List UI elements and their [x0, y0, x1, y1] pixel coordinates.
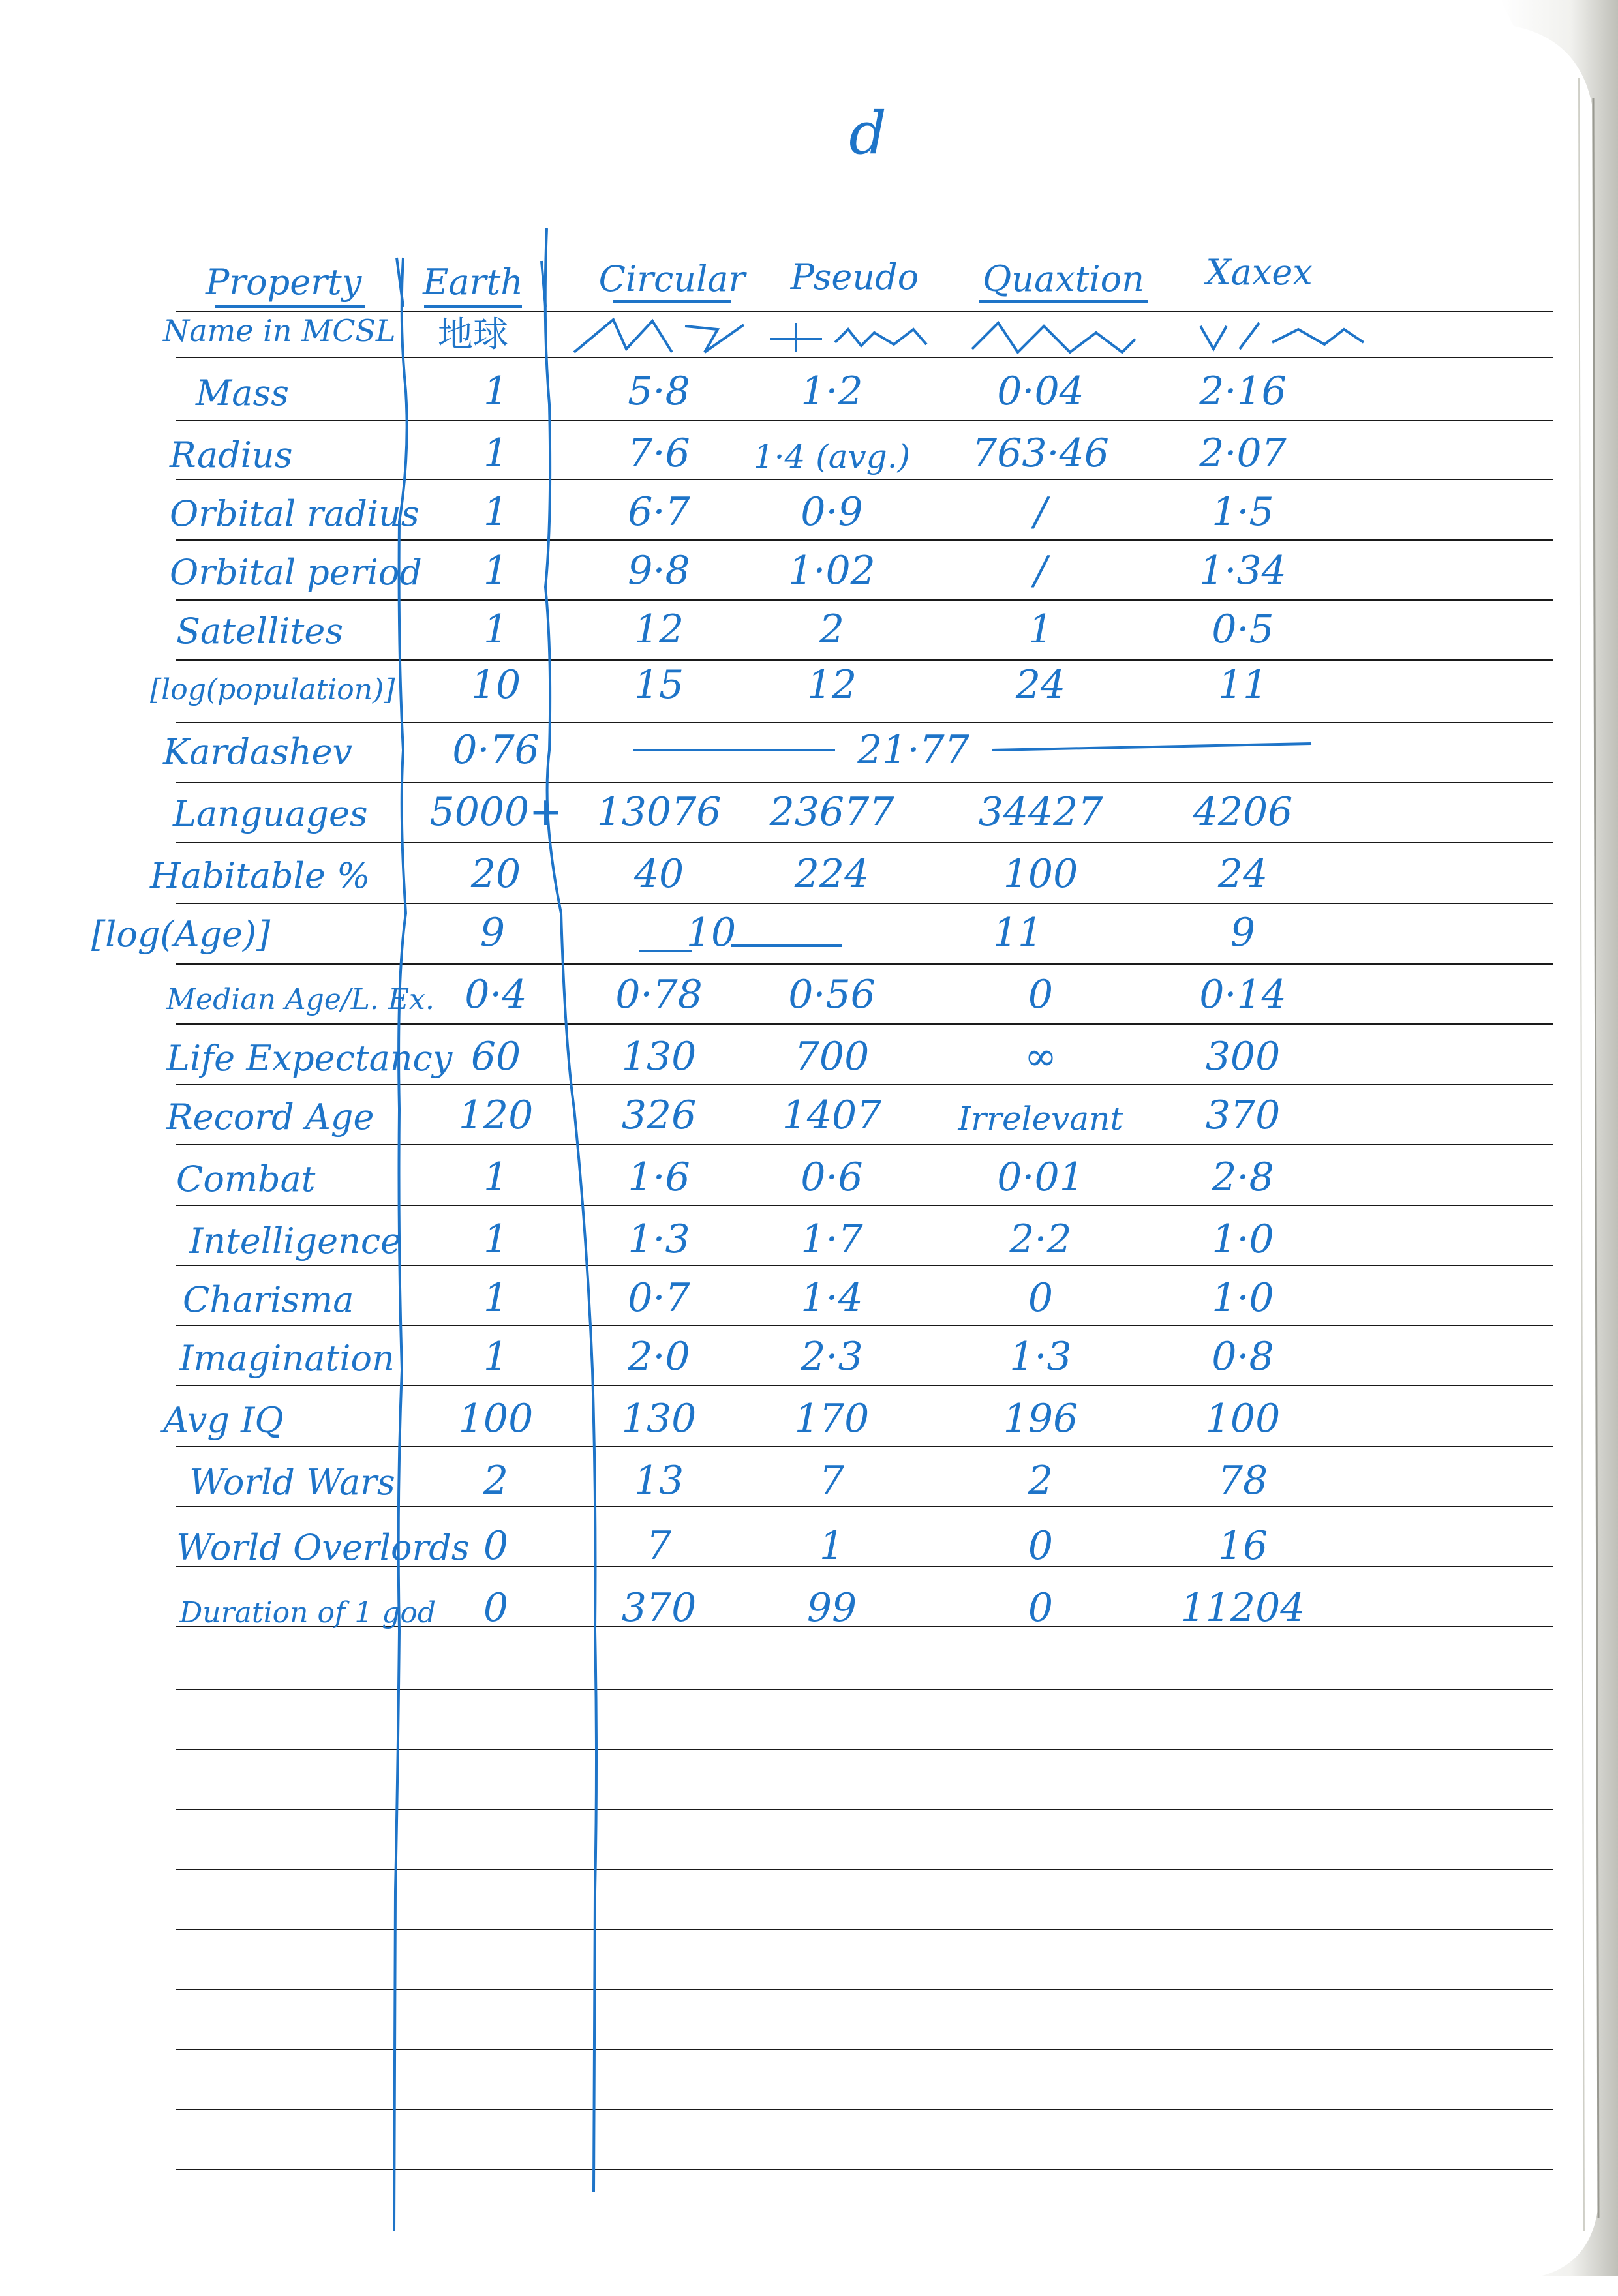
row-label: World Overlords: [176, 1527, 470, 1568]
row-label: Orbital period: [170, 552, 422, 593]
table-cell: 21·77: [857, 727, 969, 773]
table-cell: 170: [794, 1396, 870, 1442]
table-cell: 1·5: [1212, 489, 1274, 535]
table-cell: 16: [1217, 1523, 1268, 1569]
table-cell: 326: [621, 1093, 697, 1138]
property-label: Property: [206, 262, 362, 303]
table-cell: 1: [483, 1275, 509, 1321]
table-cell: 11: [992, 910, 1043, 956]
table-cell: 1: [1028, 607, 1054, 652]
table-cell: 2·8: [1212, 1155, 1274, 1200]
row-label: Kardashev: [163, 731, 353, 772]
row-label: Intelligence: [189, 1220, 402, 1261]
row-label: Satellites: [176, 611, 344, 652]
table-cell: /: [1033, 489, 1048, 535]
table-cell: 0·76: [452, 727, 540, 773]
table-cell: 9·8: [628, 548, 690, 594]
row-label: Mass: [196, 372, 289, 414]
table-cell: 1·34: [1199, 548, 1287, 594]
table-cell: 0·14: [1199, 972, 1287, 1018]
table-cell: 1: [483, 369, 509, 414]
table-cell: 34427: [978, 789, 1103, 835]
table-cell: 0: [1028, 1523, 1054, 1569]
table-cell: 120: [458, 1093, 534, 1138]
table-cell: 15: [633, 662, 684, 708]
table-cell: 0: [1028, 1585, 1054, 1631]
table-cell: 5000+: [429, 789, 562, 835]
row-label: Orbital radius: [170, 493, 420, 534]
mcsl-earth: 地球: [438, 314, 508, 355]
table-cell: 1·02: [788, 548, 876, 594]
table-cell: 2·2: [1009, 1216, 1072, 1262]
table-cell: 370: [621, 1585, 697, 1631]
table-cell: 10: [470, 662, 521, 708]
table-cell: 0: [1028, 1275, 1054, 1321]
table-cell: 9: [1230, 910, 1256, 956]
table-cell: 13076: [596, 789, 722, 835]
table-cell: 1·2: [801, 369, 863, 414]
table-cell: 2·16: [1199, 369, 1287, 414]
table-cell: 1·7: [801, 1216, 863, 1262]
table-cell: 9: [480, 910, 506, 956]
header-name-in-mcsl: Name in MCSL: [163, 313, 396, 348]
planet-xaxex: Xaxex: [1206, 252, 1313, 293]
table-cell: 0·4: [465, 972, 527, 1018]
table-cell: 5·8: [628, 369, 690, 414]
table-cell: 0: [483, 1523, 509, 1569]
planet-earth: Earth: [423, 262, 523, 303]
table-cell: 2: [1028, 1458, 1054, 1503]
table-cell: 11: [1217, 662, 1268, 708]
row-label: Life Expectancy: [166, 1038, 453, 1079]
row-label: Radius: [170, 434, 293, 476]
table-cell: 7·6: [628, 430, 690, 476]
table-cell: 0: [483, 1585, 509, 1631]
table-cell: 1·0: [1212, 1216, 1274, 1262]
table-cell: 0·5: [1212, 607, 1274, 652]
table-cell: 1·4: [801, 1275, 863, 1321]
row-label: Languages: [173, 793, 368, 834]
table-cell: 100: [458, 1396, 534, 1442]
table-cell: 100: [1205, 1396, 1281, 1442]
table-cell: 1: [483, 1155, 509, 1200]
table-cell: 1·6: [628, 1155, 690, 1200]
table-cell: 1: [483, 430, 509, 476]
table-cell: 1·4 (avg.): [753, 438, 911, 476]
table-cell: 2·0: [628, 1334, 690, 1380]
row-label: Charisma: [183, 1279, 354, 1320]
planet-circular: Circular: [598, 258, 746, 299]
table-cell: 0·7: [628, 1275, 690, 1321]
table-cell: 2: [819, 607, 845, 652]
table-cell: 100: [1003, 851, 1078, 897]
table-cell: 4206: [1193, 789, 1293, 835]
table-cell: 224: [794, 851, 870, 897]
table-cell: 700: [794, 1034, 870, 1080]
table-cell: 0: [1028, 972, 1054, 1018]
row-label: Habitable %: [150, 855, 371, 896]
table-cell: 1: [483, 1334, 509, 1380]
table-cell: 0·9: [801, 489, 863, 535]
table-cell: 196: [1003, 1396, 1078, 1442]
table-cell: 99: [806, 1585, 857, 1631]
table-cell: 130: [621, 1034, 697, 1080]
row-label: Duration of 1 god: [179, 1596, 436, 1629]
table-cell: 1: [819, 1523, 845, 1569]
table-cell: 0·6: [801, 1155, 863, 1200]
header-property: [206, 262, 362, 303]
table-cell: 24: [1015, 662, 1066, 708]
table-cell: 2·3: [801, 1334, 863, 1380]
page-letter: d: [849, 99, 887, 168]
row-label: Imagination: [179, 1338, 395, 1379]
table-cell: 1·0: [1212, 1275, 1274, 1321]
row-label: World Wars: [189, 1462, 395, 1503]
table-cell: 763·46: [972, 430, 1109, 476]
table-cell: 6·7: [628, 489, 690, 535]
table-cell: 1407: [782, 1093, 882, 1138]
table-cell: 0·8: [1212, 1334, 1274, 1380]
table-cell: 13: [633, 1458, 684, 1503]
planet-quaxtion: Quaxtion: [983, 258, 1144, 299]
table-cell: 12: [633, 607, 684, 652]
row-label: Record Age: [166, 1096, 374, 1138]
table-cell: 0·01: [997, 1155, 1084, 1200]
table-cell: 11204: [1180, 1585, 1305, 1631]
table-cell: 300: [1205, 1034, 1281, 1080]
table-cell: 0·78: [615, 972, 703, 1018]
table-cell: 20: [470, 851, 521, 897]
table-cell: 2: [483, 1458, 509, 1503]
table-cell: 40: [633, 851, 684, 897]
table-cell: ∞: [1024, 1034, 1057, 1080]
table-cell: 0·04: [997, 369, 1084, 414]
planet-pseudo: Pseudo: [790, 256, 919, 297]
table-cell: /: [1033, 548, 1048, 594]
table-cell: 1: [483, 489, 509, 535]
table-cell: 1: [483, 548, 509, 594]
table-cell: 1: [483, 1216, 509, 1262]
table-cell: 78: [1217, 1458, 1268, 1503]
table-cell: Irrelevant: [958, 1100, 1123, 1138]
row-label: [log(population)]: [150, 673, 395, 706]
table-cell: 7: [646, 1523, 672, 1569]
table-cell: 12: [806, 662, 857, 708]
row-label: Median Age/L. Ex.: [166, 983, 435, 1016]
table-cell: 60: [470, 1034, 521, 1080]
table-cell: 130: [621, 1396, 697, 1442]
row-label: Avg IQ: [163, 1400, 284, 1441]
table-cell: 7: [819, 1458, 845, 1503]
table-cell: 1·3: [628, 1216, 690, 1262]
table-cell: 10: [686, 910, 737, 956]
table-cell: 23677: [769, 789, 894, 835]
table-cell: 1: [483, 607, 509, 652]
table-cell: 24: [1217, 851, 1268, 897]
table-cell: 2·07: [1199, 430, 1287, 476]
row-label: [log(Age)]: [91, 914, 271, 955]
table-cell: 0·56: [788, 972, 876, 1018]
row-label: Combat: [176, 1158, 316, 1200]
table-cell: 1·3: [1009, 1334, 1072, 1380]
table-cell: 370: [1205, 1093, 1281, 1138]
